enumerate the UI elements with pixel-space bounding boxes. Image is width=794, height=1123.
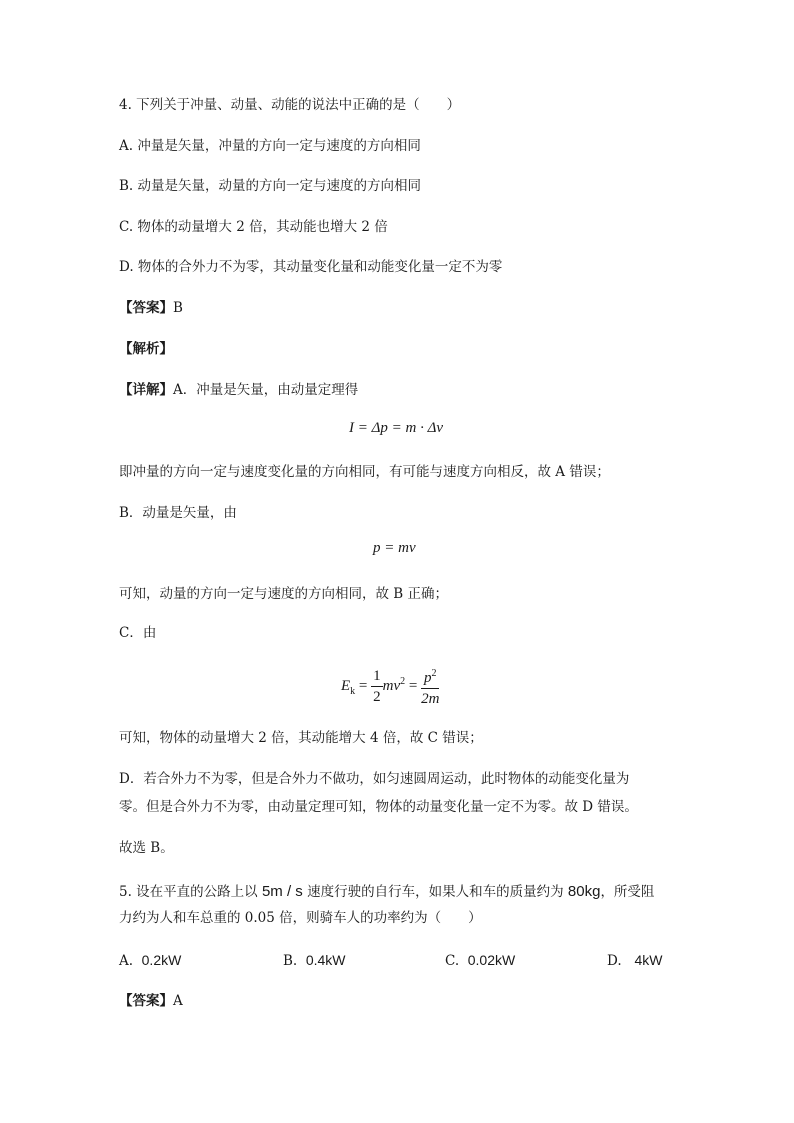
- q5-option-a: A. 0.2kW: [119, 952, 182, 969]
- q4-answer: [119, 298, 183, 318]
- q4-detail-a: 【详解】A．冲量是矢量，由动量定理得: [119, 382, 359, 398]
- q4-text-a2: 即冲量的方向一定与速度变化量的方向相同，有可能与速度方向相反，故 A 错误；: [119, 464, 610, 480]
- q4-text-b1: B．动量是矢量，由: [119, 505, 237, 521]
- formula-momentum: p = mv: [373, 540, 416, 556]
- formula-kinetic-energy: $E_k$ = $\frac{1}{2}$ $mv^2$ = $\frac{p^2}{2m}$: [341, 664, 439, 709]
- q5-stem-line1: 5. 设在平直的公路上以 5m / s 速度行驶的自行车，如果人和车的质量约为 80kg，所受阻: [119, 883, 655, 900]
- q5-option-b: B. 0.4kW: [283, 952, 346, 969]
- q4-option-a: A. 冲量是矢量，冲量的方向一定与速度的方向相同: [119, 138, 421, 154]
- q5-option-d: D. 4kW: [607, 952, 663, 969]
- q4-analysis-label: 【解析】: [119, 341, 173, 357]
- q4-text-c1: C．由: [119, 625, 157, 641]
- q4-stem: 4. 下列关于冲量、动量、动能的说法中正确的是（ ）: [119, 97, 461, 113]
- q5-stem-line2: 力约为人和车总重的 0.05 倍，则骑车人的功率约为（ ）: [119, 910, 482, 926]
- q4-text-c2: 可知，物体的动量增大 2 倍，其动能增大 4 倍，故 C 错误；: [119, 730, 483, 746]
- answer-value: B: [173, 300, 183, 316]
- q4-text-d1: D．若合外力不为零，但是合外力不做功，如匀速圆周运动，此时物体的动能变化量为: [119, 771, 630, 787]
- answer-value: A: [173, 993, 183, 1009]
- q5-option-c: C. 0.02kW: [445, 952, 516, 969]
- formula-impulse: I = Δp = m · Δv: [349, 420, 444, 436]
- q4-option-d: D. 物体的合外力不为零，其动量变化量和动能变化量一定不为零: [119, 259, 503, 275]
- q4-conclusion: 故选 B。: [119, 840, 174, 856]
- fraction-half: $\frac{1}{2}$: [373, 668, 381, 705]
- detail-label: 【详解】: [119, 382, 173, 398]
- q4-text-d2: 零。但是合外力不为零，由动量定理可知，物体的动量变化量一定不为零。故 D 错误。: [119, 799, 638, 815]
- q4-text-b2: 可知，动量的方向一定与速度的方向相同，故 B 正确；: [119, 586, 449, 602]
- q4-option-c: C. 物体的动量增大 2 倍，其动能也增大 2 倍: [119, 219, 388, 235]
- fraction-p-squared: $\frac{p^2}{2m}$: [421, 664, 439, 709]
- q5-answer: [119, 991, 183, 1011]
- q4-option-b: B. 动量是矢量，动量的方向一定与速度的方向相同: [119, 178, 422, 194]
- answer-label: 【答案】: [119, 300, 173, 316]
- answer-label: 【答案】: [119, 993, 173, 1009]
